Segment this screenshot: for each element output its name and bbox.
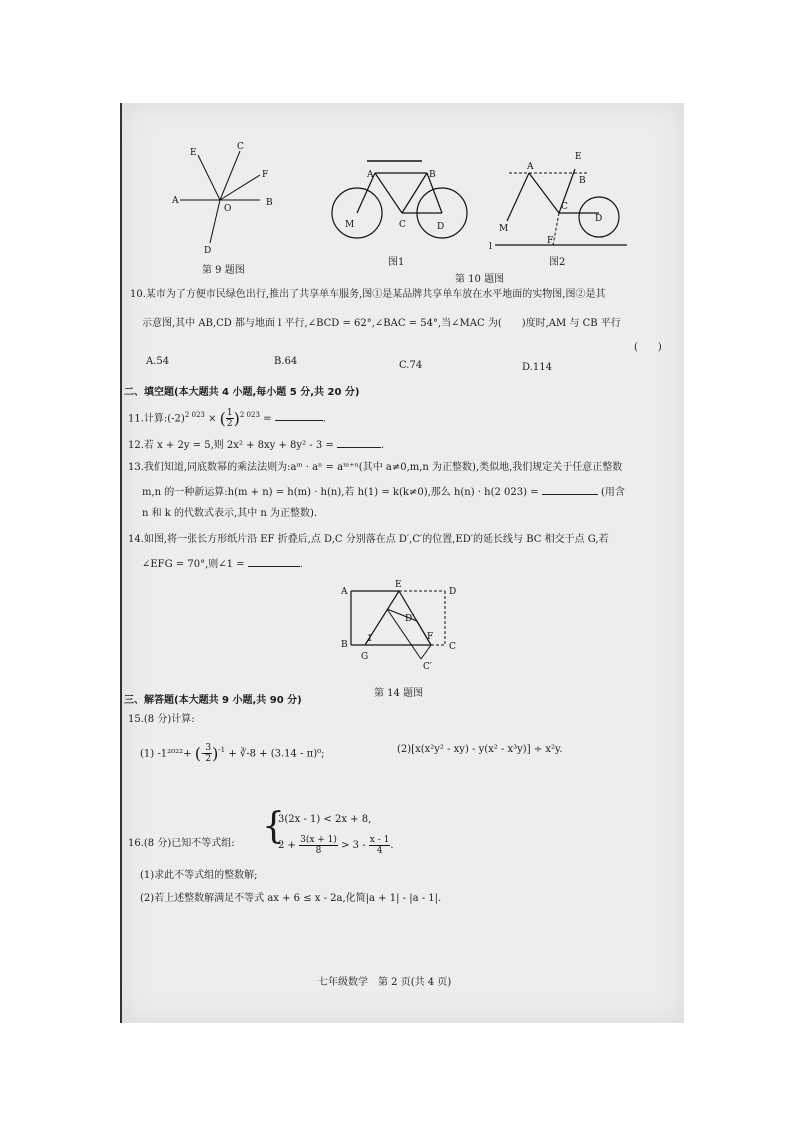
label-D: D — [204, 246, 212, 256]
label-l: l — [489, 242, 492, 252]
figure-9-diagram — [172, 143, 282, 258]
label-F: F — [262, 170, 269, 180]
label-B: B — [266, 198, 273, 208]
q13-line2-text: m,n 的一种新运算:h(m + n) = h(m) · h(n),若 h(1) = k(k≠0),那么 h(n) · h(2 023) = — [142, 487, 539, 498]
label-angle-1: 1 — [367, 634, 373, 644]
q14-line2-text: ∠EFG = 70°,则∠1 = — [142, 559, 245, 570]
q14-answer-blank[interactable] — [248, 556, 300, 567]
q15-part2: (2)[x(x²y² - xy) - y(x² - x³y)] ÷ x²y. — [397, 744, 563, 755]
q15-p1-frac-num: 3 — [205, 743, 212, 754]
figure-10-2 — [487, 151, 632, 256]
q10-option-c: C.74 — [399, 360, 423, 371]
q16-frac1 — [299, 835, 338, 856]
q14-line2: ∠EFG = 70°,则∠1 = . — [142, 556, 303, 572]
label-A: A — [341, 587, 348, 597]
q10-option-d: D.114 — [522, 362, 552, 373]
label-C-prime: C′ — [423, 662, 432, 672]
q16-part1: (1)求此不等式组的整数解; — [140, 870, 258, 881]
q11-frac-den: 2 — [226, 419, 233, 430]
figure-10-2-caption: 图2 — [549, 257, 566, 268]
q16-ineq2 — [278, 833, 394, 859]
q11-fraction — [226, 408, 234, 429]
label-D: D — [449, 587, 457, 597]
label-D-prime: D′ — [405, 614, 415, 624]
q16-title: 16.(8 分)已知不等式组: — [128, 838, 235, 849]
q11-exp1: 2 023 — [184, 411, 205, 419]
q11: 11.计算$:(-2)^{2 023}$ × ( $\frac{1}{2}$ )$^{2 023}$ = . — [128, 408, 326, 430]
q16-ineq2-b: > 3 - — [341, 840, 366, 851]
label-F: F — [547, 236, 554, 246]
q11-exp2: 2 023 — [239, 411, 260, 419]
figure-9-caption: 第 9 题图 — [202, 265, 245, 276]
q16-frac1-den: 8 — [315, 846, 322, 856]
q10-option-a: A.54 — [146, 356, 170, 367]
q10-option-b: B.64 — [274, 356, 298, 367]
q11-prefix: 11.计算:(-2) — [128, 413, 185, 425]
label-O: O — [224, 204, 232, 214]
label-G: G — [361, 652, 369, 662]
section-2-heading: 二、填空题(本大题共 4 小题,每小题 5 分,共 20 分) — [124, 387, 360, 398]
figure-9 — [172, 143, 282, 258]
q10-answer-paren: ( ) — [634, 342, 662, 353]
q16-ineq2-end: . — [390, 840, 394, 851]
label-C: C — [561, 202, 568, 212]
q11-answer-blank[interactable] — [275, 410, 323, 421]
label-E: E — [575, 152, 582, 162]
q16-brace: { — [262, 806, 285, 847]
q16-frac2 — [369, 835, 394, 856]
q15-p1-frac-den: 2 — [205, 754, 212, 765]
q16-frac2-num: x - 1 — [369, 835, 390, 845]
q14-line1: 14.如图,将一张长方形纸片沿 EF 折叠后,点 D,C 分别落在点 D′,C′的位置,ED′的延长线与 BC 相交于点 G,若 — [128, 534, 609, 545]
q13-line2-suffix: (用含 — [600, 487, 625, 498]
label-D: D — [437, 222, 445, 232]
section-3-heading: 三、解答题(本大题共 9 小题,共 90 分) — [124, 695, 302, 706]
figure-10-caption: 第 10 题图 — [455, 274, 505, 285]
q16-frac1-num: 3(x + 1) — [300, 835, 337, 845]
figure-10-1-caption: 图1 — [388, 257, 405, 268]
q16-frac2-den: 4 — [376, 846, 383, 856]
q15-p1-prefix: (1) -1²⁰²²+ — [140, 748, 192, 760]
q13-line2 — [142, 484, 625, 500]
q11-equals: = — [263, 413, 272, 425]
q13-line1: 13.我们知道,同底数幂的乘法法则为:aᵐ · aⁿ = aᵐ⁺ⁿ(其中 a≠0,m,n 为正整数),类似地,我们规定关于任意正整数 — [128, 462, 623, 473]
q15-part1: (1) -1²⁰²²+ (- $\frac{3}{2}$ )$^{-1}$ + ∛-8 + (3.14 - π)⁰; — [140, 743, 325, 765]
label-A: A — [172, 196, 179, 206]
label-M: M — [499, 224, 509, 234]
label-C: C — [237, 142, 244, 152]
figure-14-diagram — [337, 581, 467, 671]
label-B: B — [341, 640, 348, 650]
q11-times: × — [208, 413, 217, 425]
q13-line3: n 和 k 的代数式表示,其中 n 为正整数). — [142, 508, 318, 519]
q12-text: 12.若 x + 2y = 5,则 2x² + 8xy + 8y² - 3 = — [128, 440, 334, 451]
q15-p1-exp: -1 — [218, 746, 226, 754]
schematic-diagram — [487, 151, 632, 256]
q11-frac-num: 1 — [226, 408, 233, 419]
q13-answer-blank[interactable] — [542, 484, 598, 495]
q15-p1-fraction — [204, 743, 212, 764]
q12: 12.若 x + 2y = 5,则 2x² + 8xy + 8y² - 3 = . — [128, 437, 384, 453]
label-C: C — [399, 220, 406, 230]
label-F: F — [427, 632, 434, 642]
figure-10-1 — [327, 153, 477, 248]
q16-ineq2-a: 2 + — [278, 840, 296, 851]
label-E: E — [395, 580, 402, 590]
q10-line1: 10.某市为了方便市民绿色出行,推出了共享单车服务,图①是某品牌共享单车放在水平地面的实物图,图②是其 — [130, 289, 606, 300]
label-B: B — [429, 170, 436, 180]
bicycle-diagram — [327, 153, 477, 248]
q15-title: 15.(8 分)计算: — [128, 714, 195, 725]
label-A: A — [367, 170, 374, 180]
q16-ineq1: 3(2x - 1) < 2x + 8, — [278, 814, 372, 825]
label-D: D — [595, 214, 603, 224]
label-E: E — [190, 148, 197, 158]
q16-part2: (2)若上述整数解满足不等式 ax + 6 ≤ x - 2a,化简|a + 1| - |a - 1|. — [140, 893, 442, 904]
label-M: M — [345, 220, 355, 230]
q10-line2: 示意图,其中 AB,CD 都与地面 l 平行,∠BCD = 62°,∠BAC = 54°,当∠MAC 为( )度时,AM 与 CB 平行 — [142, 318, 621, 329]
q12-answer-blank[interactable] — [337, 437, 381, 448]
label-C: C — [449, 642, 456, 652]
label-A: A — [527, 162, 534, 172]
figure-14-caption: 第 14 题图 — [374, 688, 424, 699]
page-footer: 七年级数学 第 2 页(共 4 页) — [318, 977, 452, 988]
label-B: B — [579, 176, 586, 186]
exam-page — [120, 103, 684, 1023]
q15-p1-suffix: + ∛-8 + (3.14 - π)⁰; — [228, 748, 325, 760]
figure-14 — [337, 581, 467, 671]
